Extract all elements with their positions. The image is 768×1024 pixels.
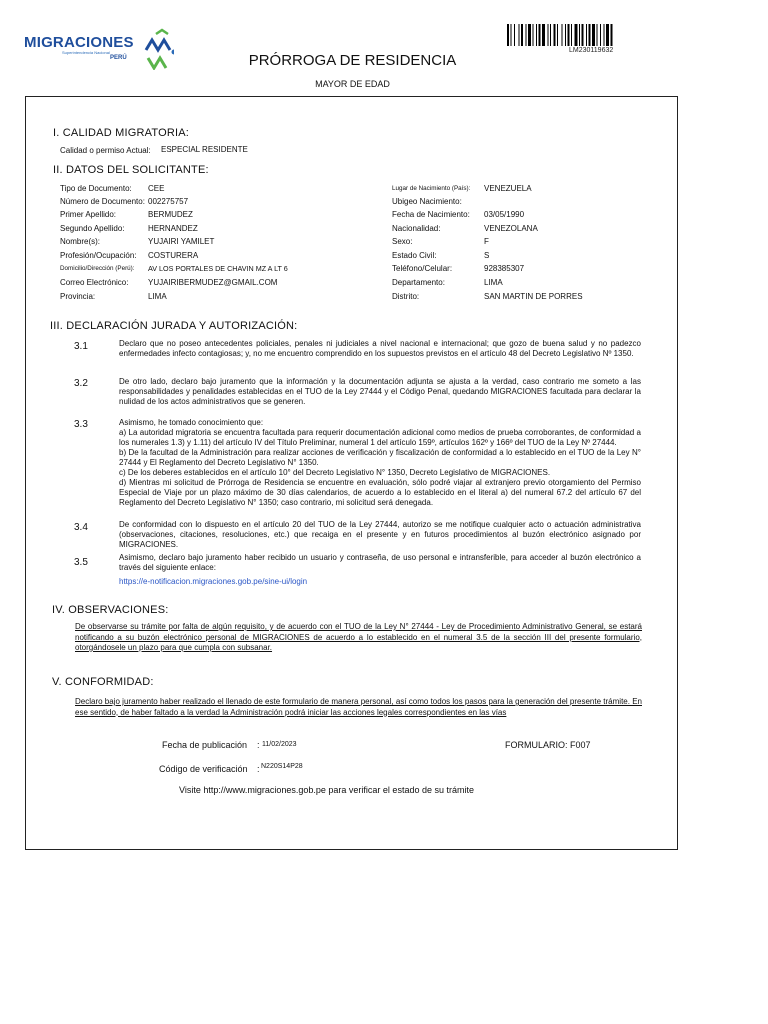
field-value: S xyxy=(484,251,490,260)
field-label: Correo Electrónico: xyxy=(60,278,129,287)
field-label: Profesión/Ocupación: xyxy=(60,251,137,260)
calidad-value: ESPECIAL RESIDENTE xyxy=(161,145,248,154)
field-value: YUJAIRIBERMUDEZ@GMAIL.COM xyxy=(148,278,278,287)
section-conformidad-heading: V. CONFORMIDAD: xyxy=(52,676,154,688)
field-label: Teléfono/Celular: xyxy=(392,264,453,273)
pub-date-label: Fecha de publicación xyxy=(162,740,248,750)
logo-country: PERÚ xyxy=(110,55,127,61)
field-label: Estado Civil: xyxy=(392,251,437,260)
enotificacion-link[interactable]: https://e-notificacion.migraciones.gob.pe/sine-ui/login xyxy=(119,577,308,586)
field-value: CEE xyxy=(148,184,165,193)
item-text: Asimismo, he tomado conocimiento que: a) La autoridad migratoria se encuentra facultada para requerir documentación adicional como medios de prueba corroborantes, de conformidad a los numerales 1.3) y 1.11) del artículo IV del Título Preliminar, numeral 1 del artículo 159º, artículos 162º y 166º del TUO de la Ley Nº 27444. b) De la facultad de la Administración para realizar acciones de verificación y fiscalización de conformidad a lo establecido en el TUO de la Ley N° 27444 y El Reglamento del Decreto Legislativo N° 1350. c) De los deberes establecidos en el artículo 10° del Decreto Legislativo N° 1350, Decreto Legislativo de MIGRACIONES. d) Mientras mi solicitud de Prórroga de Residencia se encuentre en evaluación, sólo podré viajar al extranjero previo otorgamiento del Permiso Especial de Viaje por un plazo máximo de 30 días calendarios, de acuerdo a lo establecido en el literal a) del numeral 67.2 del artículo 67 del Reglamento del Decreto Legislativo N° 1350; caso contrario, mi solicitud será denegada. xyxy=(119,418,641,507)
field-label: Provincia: xyxy=(60,292,96,301)
visit-notice: Visite http://www.migraciones.gob.pe para verificar el estado de su trámite xyxy=(179,785,474,795)
field-label: Número de Documento: xyxy=(60,197,145,206)
section-declaracion-heading: III. DECLARACIÓN JURADA Y AUTORIZACIÓN: xyxy=(50,320,298,332)
field-label: Primer Apellido: xyxy=(60,210,117,219)
observaciones-text: De observarse su trámite por falta de algún requisito, y de acuerdo con el TUO de la Ley N° 27444 - Ley de Procedimiento Administrativo General, se estará notificando a su buzón electrónico personal de MIGRACIONES de acuerdo a lo establecido en el numeral 3.5 de la sección III del presente formulario, otorgándosele un plazo para que cumpla con subsanar. xyxy=(75,622,642,652)
field-value: BERMUDEZ xyxy=(148,210,193,219)
field-label: Nacionalidad: xyxy=(392,224,441,233)
field-label: Sexo: xyxy=(392,237,413,246)
field-label: Nombre(s): xyxy=(60,237,101,246)
field-value: HERNANDEZ xyxy=(148,224,198,233)
item-text: De otro lado, declaro bajo juramento que la información y la documentación adjunta se ajusta a la verdad, caso contrario me someto a las responsabilidades y penalidades establecidas en el TUO de la Ley 27444 y el Código Penal, quedando MIGRACIONES facultada para declarar la nulidad de los actos administrativos que se generen. xyxy=(119,377,641,406)
item-text: De conformidad con lo dispuesto en el artículo 20 del TUO de la Ley 27444, autorizo se me notifique cualquier acto o actuación administrativa (observaciones, citaciones, resoluciones, etc.) que recaiga en el presente y en futuros procedimientos al buzón electrónico asignado por MIGRACIONES. xyxy=(119,520,641,549)
field-label: Distrito: xyxy=(392,292,420,301)
item-number: 3.4 xyxy=(74,522,88,533)
pub-date-value: 11/02/2023 xyxy=(262,741,297,748)
item-text: Asimismo, declaro bajo juramento haber recibido un usuario y contraseña, de uso personal e intransferible, para acceder al buzón electrónico a través del siguiente enlace: xyxy=(119,553,641,572)
item-number: 3.5 xyxy=(74,557,88,568)
pub-date-sep: : xyxy=(257,740,260,750)
field-value: 03/05/1990 xyxy=(484,210,525,219)
barcode-icon xyxy=(507,24,669,46)
field-value: 928385307 xyxy=(484,264,525,273)
section-calidad-heading: I. CALIDAD MIGRATORIA: xyxy=(53,127,190,139)
field-label: Lugar de Nacimiento (País): xyxy=(392,185,471,192)
page-subtitle: MAYOR DE EDAD xyxy=(315,79,390,89)
field-label: Domicilio/Dirección (Perú): xyxy=(60,265,135,272)
item-text: Declaro que no poseo antecedentes policiales, penales ni judiciales a nivel nacional e internacional; que gozo de buena salud y no padezco enfermedades infecto contagiosas; y, no me encuentro comprendido en los supuestos previstos en el artículo 48 del Decreto Legislativo Nº 1350. xyxy=(119,339,641,358)
page-title: PRÓRROGA DE RESIDENCIA xyxy=(248,52,457,69)
barcode-number: LM230119632 xyxy=(569,47,614,54)
section-observaciones-heading: IV. OBSERVACIONES: xyxy=(52,604,169,616)
field-value: F xyxy=(484,237,489,246)
field-label: Departamento: xyxy=(392,278,445,287)
field-value: LIMA xyxy=(484,278,503,287)
conformidad-text: Declaro bajo juramento haber realizado el llenado de este formulario de manera personal, así como todos los pasos para la generación del presente trámite. En ese sentido, de haber faltado a la verdad la Administración podrá iniciar las acciones legales correspondientes en las vías xyxy=(75,697,642,717)
logo-text: MIGRACIONES xyxy=(24,34,134,51)
verification-code-sep: : xyxy=(257,764,260,774)
item-number: 3.3 xyxy=(74,419,88,430)
field-value: VENEZUELA xyxy=(484,184,532,193)
section-datos-heading: II. DATOS DEL SOLICITANTE: xyxy=(53,164,209,176)
item-number: 3.1 xyxy=(74,341,88,352)
field-label: Tipo de Documento: xyxy=(60,184,132,193)
field-value: SAN MARTIN DE PORRES xyxy=(484,292,583,301)
field-value: COSTURERA xyxy=(148,251,199,260)
item-number: 3.2 xyxy=(74,378,88,389)
field-label: Segundo Apellido: xyxy=(60,224,125,233)
calidad-label: Calidad o permiso Actual: xyxy=(60,146,151,155)
field-value: LIMA xyxy=(148,292,167,301)
form-code: FORMULARIO: F007 xyxy=(505,740,591,750)
verification-code-label: Código de verificación xyxy=(159,764,248,774)
field-value: YUJAIRI YAMILET xyxy=(148,237,215,246)
field-label: Fecha de Nacimiento: xyxy=(392,210,470,219)
logo-subtext: Superintendencia Nacional xyxy=(62,50,110,55)
field-label: Ubigeo Nacimiento: xyxy=(392,197,462,206)
field-value: VENEZOLANA xyxy=(484,224,538,233)
field-value: 002275757 xyxy=(148,197,189,206)
verification-code-value: N220S14P28 xyxy=(261,763,303,770)
field-value: AV LOS PORTALES DE CHAVIN MZ A LT 6 xyxy=(148,264,288,273)
